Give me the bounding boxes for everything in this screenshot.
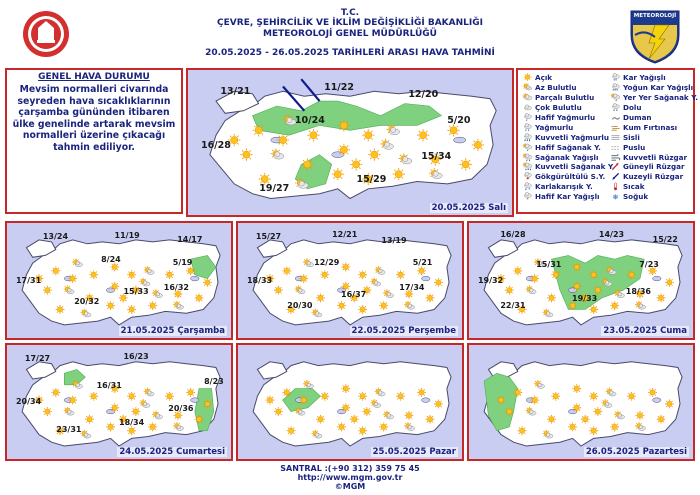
footer-website[interactable]: http://www.mgm.gov.tr	[297, 473, 403, 482]
smoke-icon	[610, 113, 621, 122]
lake	[422, 276, 430, 281]
legend-label: Hafif Kar Yağışlı	[535, 192, 600, 202]
heavy-snow-icon	[610, 83, 621, 92]
legend-item	[610, 152, 696, 162]
temperature-label: 16/37	[341, 289, 367, 299]
light-snow-icon	[522, 192, 533, 201]
temperature-label: 15/33	[123, 287, 149, 297]
temperature-label: 11/19	[114, 231, 140, 241]
local-shower-icon	[610, 93, 621, 102]
temperature-label: 5/20	[447, 114, 471, 126]
legend-label: Kum Fırtınası	[623, 122, 678, 132]
rain-icon	[522, 123, 533, 132]
legend-item	[610, 73, 696, 83]
meteoroloji-logo	[625, 5, 685, 65]
legend-label: Sisli	[623, 132, 640, 142]
legend-item	[522, 103, 608, 113]
temperature-label: 20/30	[287, 301, 313, 311]
legend-item	[610, 122, 696, 132]
haze-icon	[610, 143, 621, 152]
map-date-label: 24.05.2025 Cumartesi	[119, 447, 225, 457]
temperature-label: 15/27	[255, 232, 282, 242]
legend-column-1	[522, 73, 615, 202]
lake	[653, 398, 661, 403]
svg-text:*: *	[526, 197, 529, 202]
svg-text:*: *	[528, 187, 531, 192]
temperature-label: 16/28	[500, 229, 526, 239]
map-date-label: 25.05.2025 Pazar	[372, 447, 456, 457]
legend-item	[522, 162, 615, 172]
legend-item	[522, 192, 608, 202]
hail-icon	[610, 103, 621, 112]
turkey-map	[238, 345, 462, 459]
temperature-label: 20/32	[74, 296, 100, 306]
temperature-label: 13/19	[381, 235, 407, 245]
svg-text:***: ***	[612, 88, 618, 93]
south-wind-icon	[610, 162, 621, 171]
legend-item	[610, 192, 696, 202]
general-weather-text: Mevsim normalleri civarında seyreden hava sıcaklıklarının çarşamba gününden itibaren ülke genelinde artarak mevsim normalleri üzerine çıkacağı tahmin ediliyor.	[12, 84, 176, 153]
temperature-label: 12/29	[314, 257, 340, 267]
temperature-label: 15/29	[356, 174, 387, 186]
cold-icon	[610, 192, 621, 201]
temperature-label: 18/36	[625, 287, 651, 297]
light-rain-icon	[522, 113, 533, 122]
legend-item	[610, 113, 696, 123]
light-shower-icon	[522, 143, 533, 152]
temperature-label: 15/22	[652, 234, 678, 244]
temperature-label: 19/32	[477, 275, 504, 285]
legend-item	[522, 113, 608, 123]
sandstorm-icon	[610, 123, 621, 132]
general-weather-title: GENEL HAVA DURUMU	[38, 72, 150, 82]
legend-label: Az Bulutlu	[535, 83, 577, 93]
map-date-label: 21.05.2025 Çarşamba	[120, 326, 225, 336]
legend-item	[522, 152, 608, 162]
general-weather-box	[5, 68, 183, 214]
legend-column-2	[610, 73, 696, 202]
temperature-label: 15/34	[421, 151, 452, 163]
svg-text:❄: ❄	[612, 192, 619, 202]
header-tc: T.C.	[340, 8, 360, 18]
legend-item	[522, 142, 608, 152]
temperature-label: 5/21	[412, 257, 433, 267]
legend-label: Parçalı Bulutlu	[535, 93, 595, 103]
legend-label: Soğuk	[623, 192, 649, 202]
map-panel-day7	[467, 343, 695, 461]
temperature-label: 20/36	[168, 404, 194, 414]
legend-item	[522, 182, 608, 192]
legend-label: Yer Yer Sağanak Y.	[623, 93, 698, 103]
temperature-label: 16/28	[200, 139, 231, 151]
legend-label: Sağanak Yağışlı	[535, 152, 599, 162]
heavy-rain-icon	[522, 133, 533, 142]
land-outline	[253, 362, 451, 446]
legend-label: Karlakarışık Y.	[535, 182, 593, 192]
temperature-label: 7/23	[639, 259, 659, 269]
legend-item	[522, 172, 608, 182]
temperature-label: 8/24	[101, 255, 121, 265]
legend-label: Kar Yağışlı	[623, 73, 666, 83]
legend-label: Dolu	[623, 103, 642, 113]
legend-label: Kuzeyli Rüzgar	[623, 172, 684, 182]
svg-text:**: **	[613, 78, 618, 83]
sun-cloud-icon	[522, 83, 533, 92]
temperature-label: 14/17	[177, 234, 203, 244]
legend-label: Hafif Yağmurlu	[535, 113, 596, 122]
thunder-icon	[522, 172, 533, 181]
legend-label: Kuvvetli Rüzgar	[623, 152, 688, 162]
footer-phone: SANTRAL :(+90 312) 359 75 45	[280, 464, 420, 473]
temperature-label: 13/24	[42, 232, 69, 242]
cloud-icon	[522, 103, 533, 112]
temperature-label: 5/19	[172, 257, 193, 267]
strong-wind-icon	[610, 153, 621, 162]
temperature-label: 15/31	[536, 259, 562, 269]
legend-item	[610, 172, 696, 182]
map-panel-day6	[236, 343, 464, 461]
temperature-label: 17/27	[24, 354, 51, 364]
map-panel-day1	[186, 68, 514, 217]
legend-label: Gökgürültülü S.Y.	[535, 172, 606, 182]
footer-copyright: ©MGM	[334, 482, 366, 491]
legend-label: Duman	[623, 113, 652, 122]
land-outline	[22, 240, 220, 325]
legend-label: Kuvvetli Sağanak Y.	[535, 162, 615, 172]
temperature-label: 12/21	[332, 229, 358, 239]
temperature-label: 14/23	[598, 229, 625, 239]
legend-label: Açık	[535, 73, 553, 83]
ministry-logo-icon	[22, 10, 70, 58]
temperature-label: 20/34	[15, 397, 42, 407]
turkey-map	[469, 345, 693, 459]
temperature-label: 17/31	[15, 275, 42, 285]
rain-area	[195, 389, 214, 431]
legend-label: Yoğun Kar Yağışlı	[623, 83, 694, 93]
legend-item	[522, 83, 608, 93]
temperature-label: 18/34	[119, 417, 145, 427]
map-panel-day2	[5, 221, 233, 340]
legend-item	[522, 132, 608, 142]
map-panel-day3	[236, 221, 464, 340]
meteoroloji-logo-text: METEOROLOJİ	[633, 13, 677, 19]
temperature-label: 19/27	[259, 183, 290, 195]
temperature-label: 23/31	[56, 424, 82, 434]
header-ministry: ÇEVRE, ŞEHİRCİLİK VE İKLİM DEĞİŞİKLİĞİ BAKANLIĞI	[217, 18, 483, 28]
legend-label: Güneyli Rüzgar	[623, 162, 685, 172]
temperature-label: 11/22	[324, 81, 354, 93]
temperature-label: 13/21	[220, 85, 251, 97]
temperature-label: 16/31	[96, 381, 122, 391]
legend-label: Hafif Sağanak Y.	[535, 142, 601, 152]
map-date-label: 22.05.2025 Perşembe	[351, 326, 456, 336]
map-date-label: 23.05.2025 Cuma	[603, 326, 687, 336]
forecast-period-title: 20.05.2025 - 26.05.2025 TARİHLERİ ARASI HAVA TAHMİNİ	[205, 48, 495, 58]
map-date-label: 26.05.2025 Pazartesi	[585, 447, 687, 457]
north-wind-icon	[610, 172, 621, 181]
hot-icon	[610, 182, 621, 191]
lake	[191, 398, 199, 403]
map-panel-day5	[5, 343, 233, 461]
temperature-label: 12/20	[408, 88, 439, 100]
legend-label: Çok Bulutlu	[535, 103, 582, 113]
lake	[191, 276, 199, 281]
lake	[454, 137, 466, 143]
legend-label: Sıcak	[623, 182, 645, 192]
header-directorate: METEOROLOJİ GENEL MÜDÜRLÜĞÜ	[263, 29, 437, 39]
temperature-label: 22/31	[500, 301, 526, 311]
legend-item	[610, 93, 696, 103]
partly-cloudy-icon	[522, 93, 533, 102]
sun-icon	[522, 73, 533, 82]
legend-item	[522, 73, 608, 83]
temperature-label: 18/33	[246, 275, 273, 285]
legend-label: Yağmurlu	[535, 122, 574, 132]
shower-icon	[522, 153, 533, 162]
legend-item	[610, 103, 696, 113]
lake	[422, 398, 430, 403]
legend-label: Kuvvetli Yağmurlu	[535, 132, 609, 142]
legend-box	[516, 68, 698, 214]
fog-icon	[610, 133, 621, 142]
map-date-label: 20.05.2025 Salı	[431, 203, 506, 213]
legend-item	[610, 83, 696, 93]
legend-item	[610, 182, 696, 192]
legend-item	[610, 142, 696, 152]
map-panel-day4	[467, 221, 695, 340]
legend-label: Puslu	[623, 142, 646, 152]
temperature-label: 8/23	[204, 376, 224, 386]
temperature-label: 16/32	[163, 282, 189, 292]
temperature-label: 10/24	[294, 114, 325, 126]
heavy-shower-icon	[522, 162, 533, 171]
temperature-label: 16/23	[123, 351, 149, 361]
legend-item	[522, 122, 608, 132]
snow-icon	[610, 73, 621, 82]
legend-item	[522, 93, 608, 103]
legend-item	[610, 132, 696, 142]
lake	[653, 276, 661, 281]
sleet-icon	[522, 182, 533, 191]
temperature-label: 17/34	[399, 282, 425, 292]
legend-item	[610, 162, 696, 172]
temperature-label: 19/33	[572, 294, 598, 304]
